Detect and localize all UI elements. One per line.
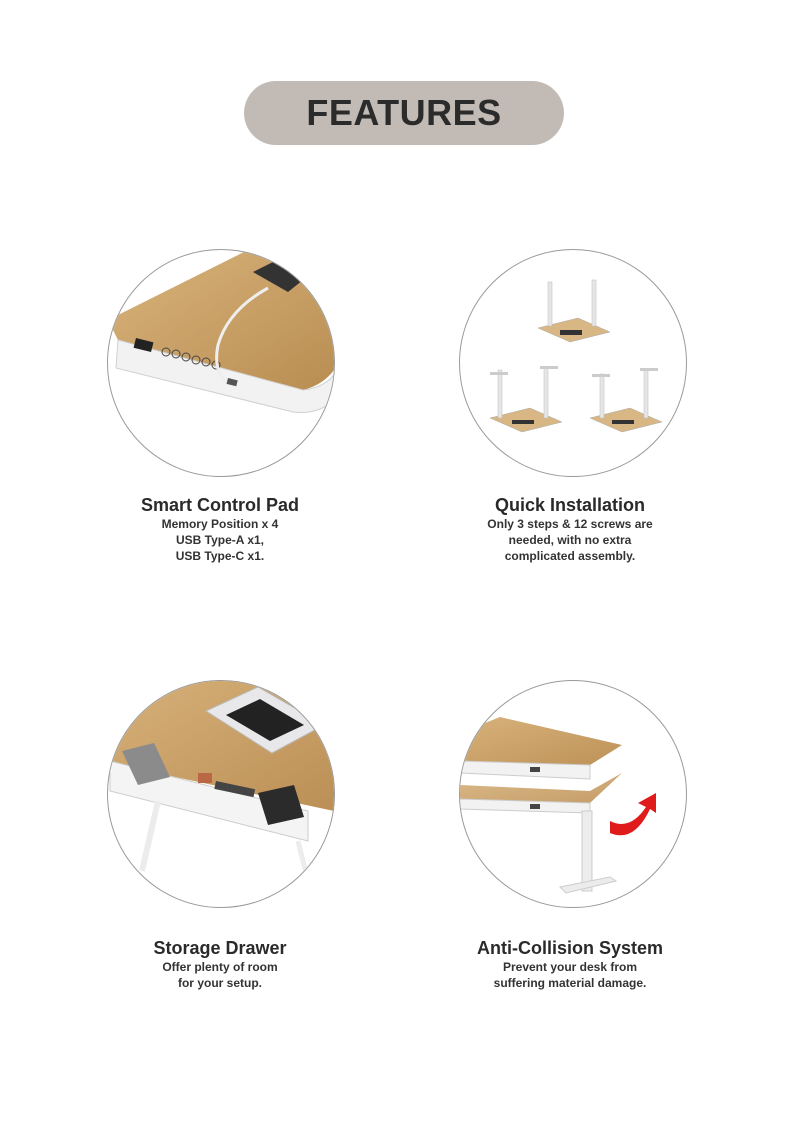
feature-line: for your setup.: [177, 976, 262, 990]
feature-line: USB Type-A x1,: [175, 533, 265, 547]
feature-line: Offer plenty of room: [162, 960, 278, 974]
anti-collision-illustration: [460, 681, 686, 907]
control-pad-illustration: [108, 250, 334, 476]
feature-line: needed, with no extra: [508, 533, 632, 547]
features-header-pill: [244, 81, 564, 145]
feature-line: USB Type-C x1.: [175, 549, 265, 563]
anti-collision-image: [459, 680, 687, 908]
feature-title: Smart Control Pad: [140, 495, 300, 515]
control-pad-image: [107, 249, 335, 477]
feature-line: complicated assembly.: [504, 549, 636, 563]
feature-anti-collision-system: [420, 937, 720, 991]
installation-illustration: [460, 250, 686, 476]
feature-title: Storage Drawer: [153, 938, 287, 958]
feature-title: Quick Installation: [494, 495, 646, 515]
feature-line: Prevent your desk from: [502, 960, 638, 974]
feature-storage-drawer: [70, 937, 370, 991]
features-heading: FEATURES: [306, 92, 502, 133]
feature-quick-installation: [420, 494, 720, 564]
installation-image: [459, 249, 687, 477]
storage-drawer-illustration: [108, 681, 334, 907]
feature-smart-control-pad: [70, 494, 370, 564]
storage-drawer-image: [107, 680, 335, 908]
feature-line: Memory Position x 4: [161, 517, 279, 531]
feature-line: suffering material damage.: [493, 976, 647, 990]
feature-title: Anti-Collision System: [476, 938, 664, 958]
feature-line: Only 3 steps & 12 screws are: [487, 517, 653, 531]
